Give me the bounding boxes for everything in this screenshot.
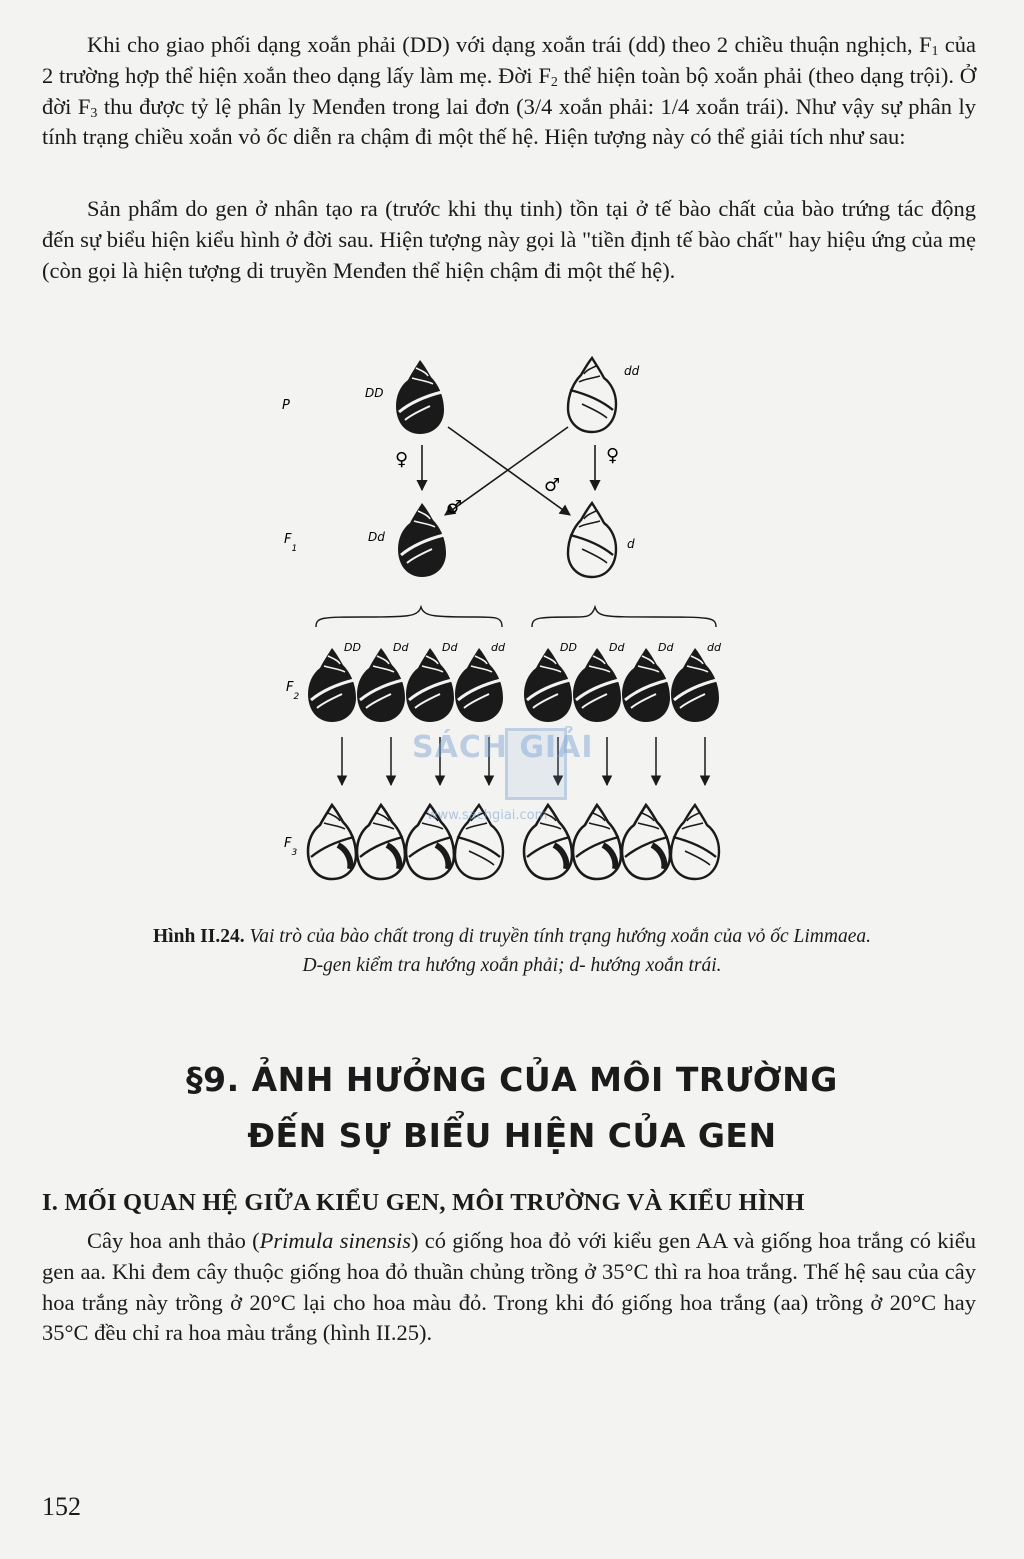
snail-f3-icon (573, 805, 621, 879)
figure-caption (40, 922, 984, 980)
section-heading-line2: ĐẾN SỰ BIỂU HIỆN CỦA GEN (247, 1116, 777, 1155)
snail-f2-icon (573, 648, 621, 722)
snail-p-right-icon (568, 358, 616, 432)
watermark-logo: SÁCH GIẢI (412, 730, 594, 765)
f2-snail-row (308, 641, 722, 722)
snail-f1-left-icon (398, 503, 446, 577)
male-symbol-right: ♂ (544, 475, 561, 496)
genotype-f2: DD (560, 641, 577, 654)
snail-f3-icon (671, 805, 719, 879)
paragraph-snail-crossing (42, 30, 976, 153)
gen-label-f1: $F_1$ (284, 532, 298, 554)
male-symbol-left: ♂ (446, 497, 463, 518)
snail-f1-right-icon (568, 503, 616, 577)
section-heading (40, 1052, 984, 1164)
watermark-url: www.sachgiai.com (427, 808, 548, 823)
text-run: của 2 trường hợp thể hiện xoắn theo dạng lấy làm mẹ. Đời F (42, 32, 976, 88)
genotype-f2: dd (491, 641, 505, 654)
snail-f2-icon (406, 648, 454, 722)
subscript: 1 (931, 44, 939, 59)
genotype-f1-right: d (627, 537, 635, 551)
text-run: Cây hoa anh thảo ( (87, 1228, 260, 1253)
snail-f2-icon (622, 648, 670, 722)
snail-f3-icon (622, 805, 670, 879)
figure-caption-label: Hình II.24. (153, 926, 245, 947)
snail-f2-icon (524, 648, 572, 722)
genotype-p-left: DD (365, 386, 384, 400)
snail-f3-icon (357, 805, 405, 879)
gen-label-f3: $F_3$ (284, 836, 298, 858)
snail-f3-icon (308, 805, 356, 879)
species-name: Primula sinensis (259, 1228, 411, 1253)
text-run: thể hiện toàn bộ xoắn phải (theo dạng trội). Ở đời F (42, 62, 976, 119)
genotype-f2: Dd (609, 641, 625, 654)
paragraph-maternal-effect: Sản phẩm do gen ở nhân tạo ra (trước khi thụ tinh) tồn tại ở tế bào chất của bào trứng tác động đến sự biểu hiện kiểu hình ở đời sau. Hiện tượng này gọi là "tiền định tế bào chất" hay hiệu ứng của mẹ (còn gọi là hiện tượng di truyền Menđen thể hiện chậm đi một thế hệ). (42, 196, 976, 283)
snail-f2-icon (308, 648, 356, 722)
snail-p-left-icon (396, 360, 444, 434)
genotype-f2: Dd (658, 641, 674, 654)
genotype-f2: Dd (442, 641, 458, 654)
snail-f2-icon (455, 648, 503, 722)
subsection-heading: I. MỐI QUAN HỆ GIỮA KIỂU GEN, MÔI TRƯỜNG VÀ KIỂU HÌNH (42, 1189, 805, 1216)
gen-label-f2: $F_2$ (286, 680, 300, 702)
section-heading-line1: §9. ẢNH HƯỞNG CỦA MÔI TRƯỜNG (186, 1060, 838, 1099)
gen-label-p: P (282, 398, 290, 413)
female-symbol-left: ♀ (395, 449, 409, 470)
page-number: 152 (42, 1492, 81, 1521)
female-symbol-right: ♀ (606, 445, 620, 466)
figure-caption-line1: Vai trò của bào chất trong di truyền tính trạng hướng xoắn của vỏ ốc Limmaea. (244, 926, 871, 947)
snail-f2-icon (671, 648, 719, 722)
f2-left-bracket (316, 607, 502, 627)
f2-right-bracket (532, 607, 716, 627)
figure-caption-line2: D-gen kiểm tra hướng xoắn phải; d- hướng xoắn trái. (302, 955, 722, 976)
genotype-f2: DD (344, 641, 361, 654)
snail-f2-icon (357, 648, 405, 722)
text-run: ) có giống hoa đỏ với kiểu gen AA và giống hoa trắng có kiểu gen aa. Khi đem cây thuộc giống hoa đỏ thuần chủng trồng ở 35°C thì ra hoa trắng. Thế hệ sau của cây hoa trắng này trồng ở 20°C lại cho hoa màu đỏ. Trong khi đó giống hoa trắng (aa) trồng ở 20°C hay 35°C đều chỉ ra hoa màu trắng (hình II.25). (42, 1228, 976, 1346)
text-run: Khi cho giao phối dạng xoắn phải (DD) với dạng xoắn trái (dd) theo 2 chiều thuận nghịch, F (87, 32, 932, 57)
watermark (412, 730, 617, 823)
paragraph-primula-example (42, 1226, 976, 1349)
subscript: 2 (550, 74, 558, 90)
genotype-f2: Dd (393, 641, 409, 654)
text-run: thu được tỷ lệ phân ly Menđen trong lai đơn (3/4 xoắn phải: 1/4 xoắn trái). Như vậy sự phân ly tính trạng chiều xoắn vỏ ốc diễn ra chậm đi một thế hệ. Hiện tượng này có thể giải tích như sau: (42, 93, 977, 150)
genotype-p-right: dd (624, 364, 640, 378)
subscript: 3 (90, 105, 98, 121)
genotype-f1-left: Dd (368, 530, 385, 544)
genotype-f2: dd (707, 641, 721, 654)
